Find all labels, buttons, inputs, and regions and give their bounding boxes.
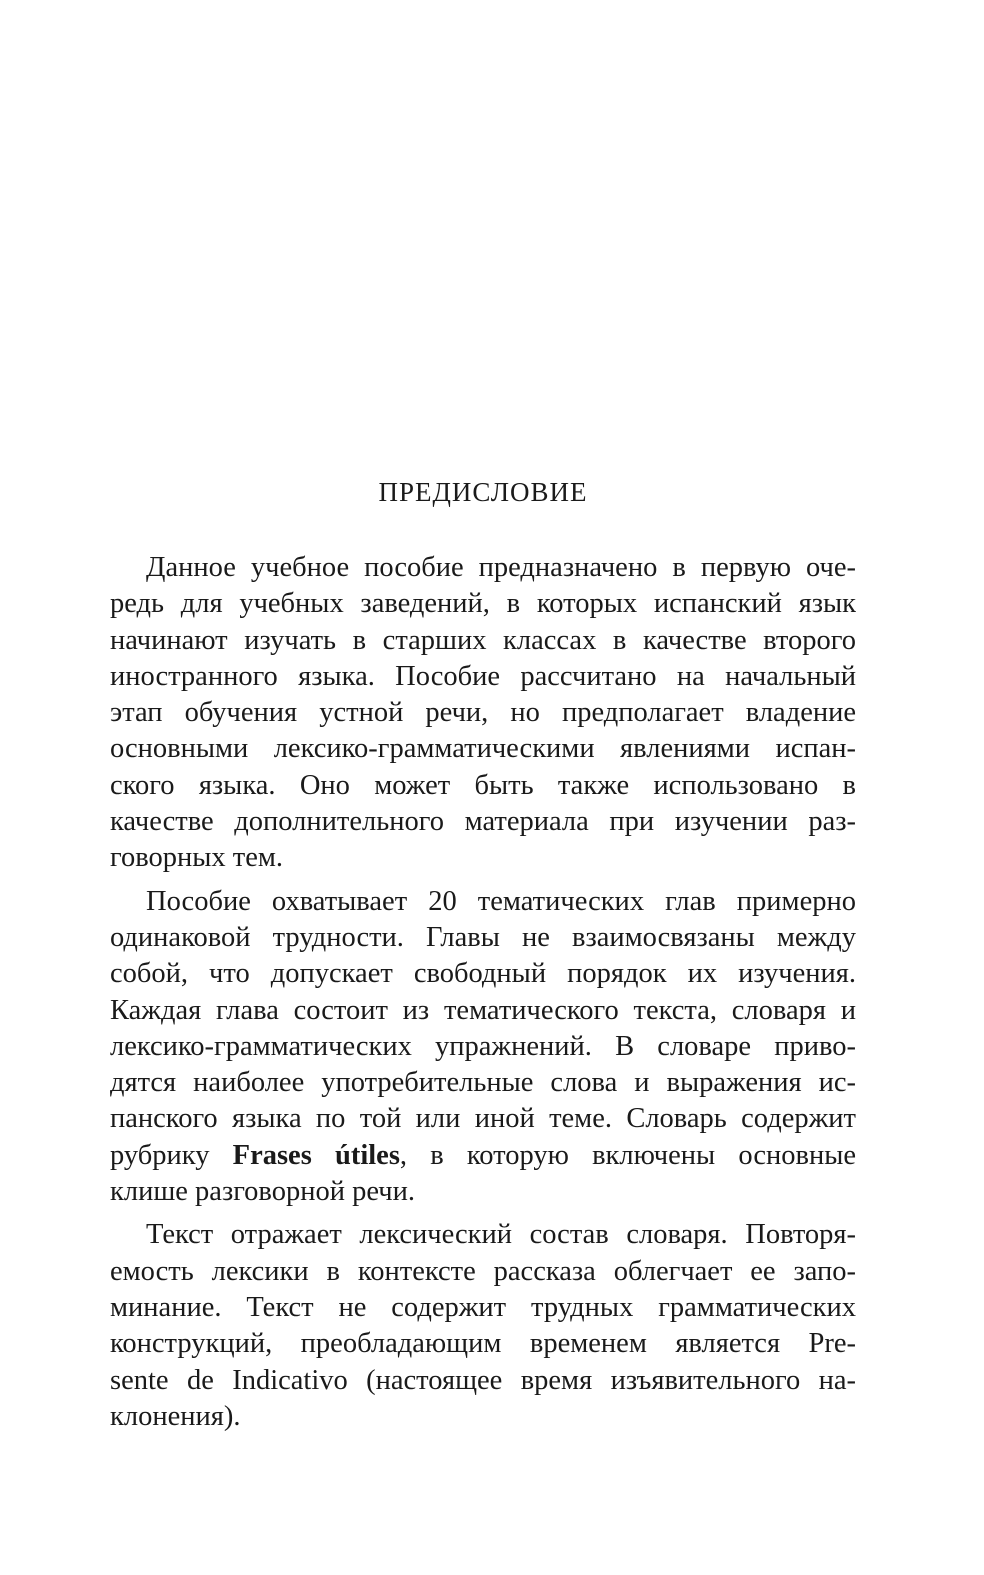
rubric-prefix: рубрику	[110, 1139, 210, 1171]
rubric-suffix: , в которую включены основные	[399, 1139, 856, 1171]
text-line: sente de Indicativo (настоящее время изъявительного на-	[110, 1364, 856, 1396]
text-line: клише разговорной речи.	[110, 1176, 415, 1208]
rubric-line	[110, 1138, 856, 1174]
page-title: ПРЕДИСЛОВИЕ	[378, 477, 588, 507]
text-line: лексико-грамматических упражнений. В словаре приво-	[110, 1030, 856, 1062]
rubric-title: Frases útiles	[232, 1139, 400, 1171]
text-line: ского языка. Оно может быть также использовано в	[110, 769, 856, 801]
text-line: качестве дополнительного материала при изучении раз-	[110, 806, 856, 838]
text-line: собой, что допускает свободный порядок их изучения.	[110, 958, 856, 990]
text-line: основными лексико-грамматическими явлениями испан-	[110, 733, 856, 765]
text-line: конструкций, преобладающим временем является Pre-	[110, 1328, 856, 1360]
text-line: иностранного языка. Пособие рассчитано на начальный	[110, 660, 856, 692]
text-line: этап обучения устной речи, но предполагает владение	[110, 697, 856, 729]
paragraph-3	[110, 1217, 856, 1435]
text-line: минание. Текст не содержит трудных грамматических	[110, 1291, 856, 1323]
text-line: клонения).	[110, 1400, 241, 1432]
text-line: Каждая глава состоит из тематического текста, словаря и	[110, 994, 856, 1026]
text-line: редь для учебных заведений, в которых испанский язык	[110, 588, 856, 620]
text-line: Пособие охватывает 20 тематических глав примерно	[146, 885, 856, 917]
paragraph-1	[110, 550, 856, 877]
text-line: одинаковой трудности. Главы не взаимосвязаны между	[110, 921, 856, 953]
text-line: емость лексики в контексте рассказа облегчает ее запо-	[110, 1255, 856, 1287]
text-line: говорных тем.	[110, 842, 284, 874]
document-page	[110, 472, 856, 1435]
text-line: панского языка по той или иной теме. Словарь содержит	[110, 1103, 856, 1135]
text-line: дятся наиболее употребительные слова и выражения ис-	[110, 1067, 856, 1099]
text-line: Данное учебное пособие предназначено в первую оче-	[146, 552, 856, 583]
paragraph-2	[110, 884, 856, 1211]
text-line: Текст отражает лексический состав словаря. Повторя-	[146, 1219, 856, 1251]
text-line: начинают изучать в старших классах в качестве второго	[110, 624, 856, 656]
